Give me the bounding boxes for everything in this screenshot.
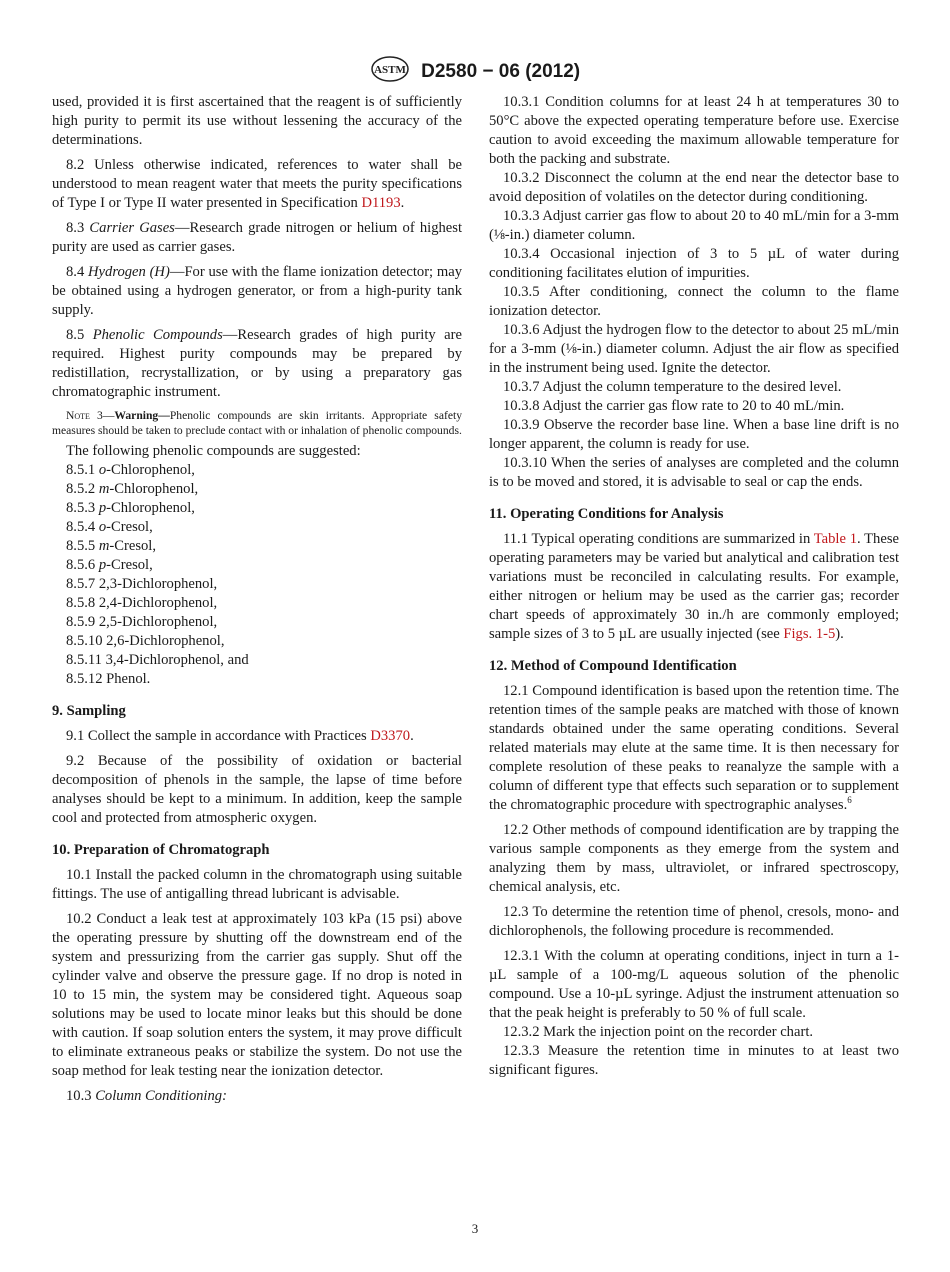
paragraph (489, 397, 899, 416)
paragraph (52, 263, 462, 320)
paragraph (52, 461, 462, 480)
paragraph (489, 169, 899, 207)
reference-link[interactable]: Table 1 (813, 531, 857, 547)
text-run: -Chlorophenol, (106, 500, 195, 516)
reference-link[interactable]: Figs. 1-5 (783, 626, 836, 642)
text-run: -Cresol, (109, 538, 157, 554)
text-run: 12. Method of Compound Identification (489, 658, 737, 674)
section-heading (489, 657, 899, 676)
text-run: 12.2 Other methods of compound identification are by trapping the various sample components as they emerge from the system and analyzing them by mass, ultraviolet, or infrared spectroscopy, chemical analysis, etc. (489, 822, 899, 895)
text-run: 9.1 Collect the sample in accordance with Practices (66, 728, 371, 744)
text-run: 10.3.4 Occasional injection of 3 to 5 µL of water during conditioning facilitates elution of impurities. (489, 246, 899, 281)
text-run: . (410, 728, 414, 744)
text-run: The following phenolic compounds are suggested: (66, 443, 361, 459)
right-column (489, 93, 899, 1080)
reference-link[interactable]: D3370 (370, 728, 411, 744)
paragraph (52, 499, 462, 518)
paragraph (52, 1087, 462, 1106)
paragraph (52, 518, 462, 537)
text-run: 10.3.8 Adjust the carrier gas flow rate to 20 to 40 mL/min. (503, 398, 845, 414)
paragraph (489, 903, 899, 941)
paragraph (489, 283, 899, 321)
text-run: -Chlorophenol, (109, 481, 199, 497)
paragraph (52, 156, 462, 213)
text-run: 8.5.1 (66, 462, 99, 478)
text-run: 8.4 (66, 264, 88, 280)
text-run: — (102, 409, 115, 422)
text-run: 8.5.2 (66, 481, 99, 497)
text-run: —Research grade nitrogen or helium of highest purity are used as carrier gases. (52, 220, 463, 255)
text-run: Note 3 (66, 409, 103, 422)
text-run: m (98, 481, 110, 497)
text-run: 10.3.1 Condition columns for at least 24 h at temperatures 30 to 50°C above the expected operating temperature before use. Exercise caution to avoid exceeding the maximum allowable temperature for both the packing and substrate. (489, 94, 899, 167)
paragraph (52, 651, 462, 670)
paragraph (489, 416, 899, 454)
paragraph (52, 613, 462, 632)
text-run: 8.5.10 2,6-Dichlorophenol, (66, 633, 225, 649)
text-run: 12.3 To determine the retention time of phenol, cresols, mono- and dichlorophenols, the following procedure is recommended. (489, 904, 899, 939)
text-run: 10.2 Conduct a leak test at approximately 103 kPa (15 psi) above the operating pressure by shutting off the downstream end of the system and pressurizing from the carrier gas supply. Shut off the cylinder valve and observe the pressure gage. If no drop is noted in 10 to 15 min, the system may be considered tight. Aqueous soap solutions may be used to locate minor leaks but this should be done with caution. If soap solution enters the system, it may prove difficult to eliminate extraneous peaks or stabilize the system. Do not use the soap method for leak testing near the ionization detector. (52, 911, 462, 1079)
text-run: 8.5.12 Phenol. (66, 671, 151, 687)
text-run: —Research grades of high purity are required. Highest purity compounds may be prepared by redistillation, recrystallization, or by using a preparatory gas chromatographic instrument. (52, 327, 462, 400)
left-column (52, 93, 462, 1112)
text-run: Column Conditioning: (95, 1088, 227, 1104)
paragraph (489, 93, 899, 169)
text-run: o (98, 462, 107, 478)
paragraph (52, 727, 462, 746)
paragraph (52, 219, 462, 257)
text-run: . (400, 195, 405, 211)
text-run: 10.3.7 Adjust the column temperature to the desired level. (503, 379, 842, 395)
text-run: Carrier Gases (89, 220, 175, 236)
text-run: p (98, 500, 107, 516)
paragraph (52, 670, 462, 689)
text-run: 10.3.5 After conditioning, connect the column to the flame ionization detector. (489, 284, 899, 319)
section-heading (52, 841, 462, 860)
paragraph (52, 910, 462, 1081)
section-heading (52, 702, 462, 721)
paragraph (489, 1023, 899, 1042)
text-run: 8.2 Unless otherwise indicated, references to water shall be understood to mean reagent water that meets the purity specifications of Type I or Type II water presented in Specification (52, 157, 462, 211)
paragraph (52, 575, 462, 594)
page-header (0, 56, 950, 88)
text-run: 10.3 (66, 1088, 96, 1104)
astm-logo-icon (370, 56, 410, 88)
paragraph (489, 454, 899, 492)
paragraph (52, 93, 462, 150)
text-run: 6 (847, 795, 852, 806)
paragraph (489, 821, 899, 897)
text-run: 10.3.2 Disconnect the column at the end near the detector base to avoid deposition of volatiles on the detector during conditioning. (489, 170, 899, 205)
note (52, 408, 462, 438)
text-run: -Chlorophenol, (106, 462, 195, 478)
paragraph (52, 480, 462, 499)
paragraph (52, 632, 462, 651)
svg-text:ASTM: ASTM (373, 64, 406, 76)
text-run: o (98, 519, 107, 535)
paragraph (52, 594, 462, 613)
text-run: 11.1 Typical operating conditions are summarized in (503, 531, 814, 547)
text-run: 10. Preparation of Chromatograph (52, 842, 270, 858)
text-run: . These operating parameters may be varied but analytical and calibration test variations must be reconciled in calculating results. For example, either nitrogen or helium may be used as the carrier gas; recorder chart speeds of approximately 30 in./h are commonly employed; sample sizes of 3 to 5 µL are usually injected (see (489, 531, 899, 642)
paragraph (52, 866, 462, 904)
text-run: -Cresol, (106, 519, 153, 535)
text-run: 12.1 Compound identification is based upon the retention time. The retention times of the sample peaks are matched with those of known standards obtained under the same operating conditions. Several related materials may elute at the same time. It is then necessary for complete resolution of these peaks to reanalyze the sample with a column of different type that effects such separation or to supplement the chromatographic procedure with spectrographic analyses. (489, 683, 899, 813)
text-run: -Cresol, (106, 557, 153, 573)
document-designation: D2580 − 06 (2012) (421, 61, 581, 83)
paragraph (489, 321, 899, 378)
text-run: ). (835, 626, 844, 642)
text-run: 8.3 (66, 220, 90, 236)
text-run: —For use with the flame ionization detector; may be obtained using a hydrogen generator, or from a high-purity tank supply. (52, 264, 462, 318)
text-run: 8.5.3 (66, 500, 99, 516)
text-run: Hydrogen (H) (88, 264, 170, 280)
paragraph (489, 530, 899, 644)
text-run: 8.5.5 (66, 538, 99, 554)
text-run: 8.5.6 (66, 557, 99, 573)
paragraph (489, 245, 899, 283)
text-run: 8.5.4 (66, 519, 99, 535)
paragraph (52, 556, 462, 575)
text-run: 8.5.9 2,5-Dichlorophenol, (66, 614, 218, 630)
text-run: 12.3.3 Measure the retention time in minutes to at least two significant figures. (489, 1043, 899, 1078)
text-run: 10.3.3 Adjust carrier gas flow to about 20 to 40 mL/min for a 3-mm (⅛-in.) diameter column. (489, 208, 899, 243)
text-run: m (98, 538, 110, 554)
text-run: 10.3.6 Adjust the hydrogen flow to the detector to about 25 mL/min for a 3-mm (⅛-in.) diameter column. Adjust the air flow as specified in the instrument being used. Ignite the detector. (489, 322, 899, 376)
paragraph (489, 1042, 899, 1080)
text-run: 8.5.8 2,4-Dichlorophenol, (66, 595, 218, 611)
text-run: Phenolic Compounds (92, 327, 223, 343)
paragraph (489, 947, 899, 1023)
text-run: 10.1 Install the packed column in the chromatograph using suitable fittings. The use of antigalling thread lubricant is advisable. (52, 867, 462, 902)
text-run: used, provided it is first ascertained that the reagent is of sufficiently high purity to permit its use without lessening the accuracy of the determinations. (52, 94, 462, 148)
text-run: 12.3.2 Mark the injection point on the recorder chart. (503, 1024, 814, 1040)
text-run: p (98, 557, 107, 573)
paragraph (489, 378, 899, 397)
text-run: 10.3.10 When the series of analyses are completed and the column is to be moved and stored, it is advisable to seal or cap the ends. (489, 455, 899, 490)
paragraph (489, 207, 899, 245)
text-run: Warning— (114, 409, 170, 422)
text-run: 10.3.9 Observe the recorder base line. When a base line drift is no longer apparent, the column is ready for use. (489, 417, 899, 452)
paragraph (52, 326, 462, 402)
reference-link[interactable]: D1193 (361, 195, 401, 211)
text-run: 8.5 (66, 327, 93, 343)
paragraph (52, 442, 462, 461)
page-number: 3 (471, 1221, 479, 1236)
text-run: 9. Sampling (52, 703, 126, 719)
text-run: 11. Operating Conditions for Analysis (489, 506, 724, 522)
paragraph (52, 537, 462, 556)
text-run: 8.5.7 2,3-Dichlorophenol, (66, 576, 218, 592)
paragraph (52, 752, 462, 828)
paragraph (489, 682, 899, 815)
text-run: 12.3.1 With the column at operating conditions, inject in turn a 1-µL sample of a 100-mg/L aqueous solution of the phenolic compound. Use a 10-µL syringe. Adjust the instrument attenuation so that the peak height is preferably to 50 % of full scale. (489, 948, 899, 1021)
text-run: 9.2 Because of the possibility of oxidation or bacterial decomposition of phenols in the sample, the lapse of time before analyses should be kept to a minimum. In addition, keep the sample cool and protected from atmospheric oxygen. (52, 753, 462, 826)
text-run: 8.5.11 3,4-Dichlorophenol, and (66, 652, 249, 668)
text-run: Phenolic compounds are skin irritants. Appropriate safety measures should be taken to preclude contact with or inhalation of phenolic compounds. (52, 409, 462, 437)
section-heading (489, 505, 899, 524)
